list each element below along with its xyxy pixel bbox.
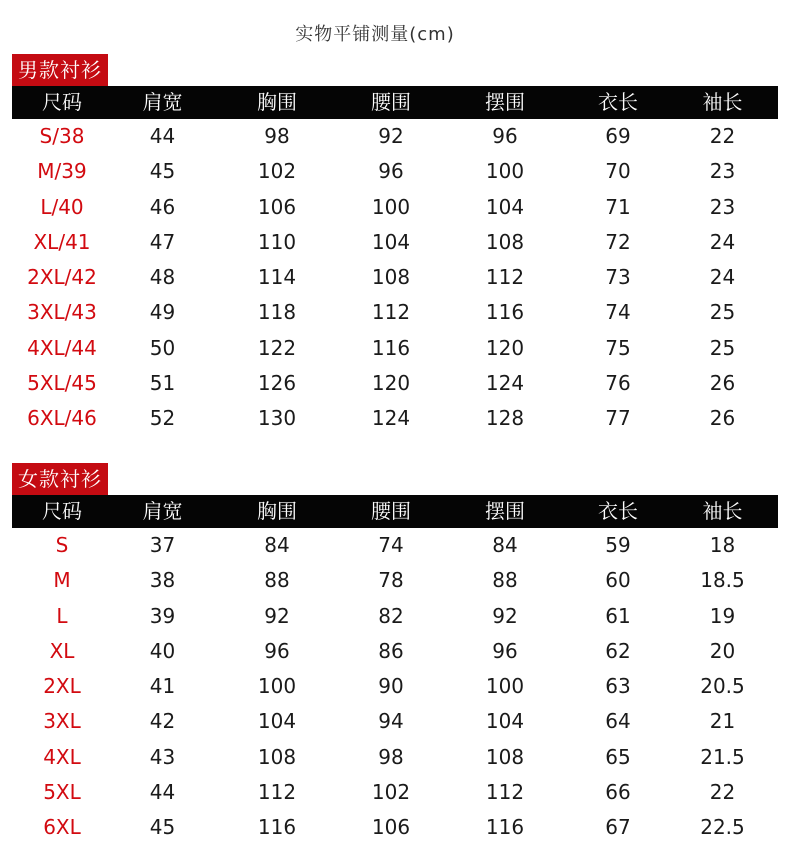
header-chest: 胸围 (257, 90, 297, 114)
hem-cell: 88 (492, 568, 518, 593)
waist-cell: 108 (371, 265, 411, 290)
waist-cell: 74 (378, 533, 404, 557)
table-body (12, 119, 778, 437)
table-header (12, 86, 778, 119)
chest-cell: 96 (264, 638, 290, 663)
sleeve-cell: 20.5 (700, 674, 745, 699)
table-body (12, 528, 778, 846)
sleeve-cell: 24 (709, 265, 736, 290)
waist-cell: 96 (378, 159, 404, 184)
hem-cell: 108 (485, 744, 525, 769)
hem-cell: 128 (485, 406, 525, 431)
women-shirt-section (12, 463, 778, 846)
waist-cell: 112 (371, 300, 411, 325)
length-cell: 72 (605, 229, 631, 254)
length-cell: 65 (605, 744, 631, 769)
length-cell: 71 (605, 194, 631, 219)
table-row (12, 704, 778, 739)
header-size: 尺码 (42, 499, 82, 523)
header-shoulder: 肩宽 (142, 90, 183, 114)
size-cell: M (53, 568, 71, 593)
table-row (12, 295, 778, 330)
length-cell: 64 (605, 709, 631, 734)
size-cell: 5XL (43, 780, 81, 805)
header-waist: 腰围 (371, 499, 411, 523)
waist-cell: 90 (378, 674, 404, 699)
length-cell: 62 (605, 638, 631, 663)
table-row (12, 810, 778, 845)
sleeve-cell: 24 (709, 229, 736, 254)
table-row (12, 401, 778, 436)
size-cell: M/39 (37, 159, 87, 184)
hem-cell: 100 (485, 159, 525, 184)
table-row (12, 225, 778, 260)
hem-cell: 92 (492, 603, 518, 628)
size-cell: 3XL (43, 709, 81, 734)
table-row (12, 740, 778, 775)
shoulder-cell: 52 (149, 406, 176, 431)
header-length: 衣长 (598, 499, 638, 523)
shoulder-cell: 49 (149, 300, 176, 325)
header-sleeve: 袖长 (702, 499, 743, 523)
shoulder-cell: 51 (149, 371, 176, 396)
header-waist: 腰围 (371, 90, 411, 114)
shoulder-cell: 43 (149, 744, 176, 769)
chest-cell: 130 (257, 406, 297, 431)
shoulder-cell: 45 (149, 815, 176, 840)
table-row (12, 119, 778, 154)
waist-cell: 78 (378, 568, 404, 593)
hem-cell: 116 (485, 815, 525, 840)
section-label: 男款衬衫 (12, 54, 108, 86)
sleeve-cell: 22.5 (700, 815, 745, 840)
length-cell: 75 (605, 335, 631, 360)
size-cell: L (56, 603, 68, 628)
length-cell: 63 (605, 674, 631, 699)
length-cell: 77 (605, 406, 631, 431)
chest-cell: 100 (257, 674, 297, 699)
waist-cell: 94 (378, 709, 404, 734)
section-label: 女款衬衫 (12, 463, 108, 495)
chest-cell: 118 (257, 300, 297, 325)
size-cell: 4XL (43, 744, 81, 769)
waist-cell: 100 (371, 194, 411, 219)
hem-cell: 120 (485, 335, 525, 360)
shoulder-cell: 45 (149, 159, 176, 184)
hem-cell: 96 (492, 124, 518, 148)
men-shirt-section (12, 54, 778, 437)
length-cell: 69 (605, 124, 631, 148)
shoulder-cell: 44 (149, 124, 176, 148)
size-cell: 4XL/44 (27, 335, 97, 360)
length-cell: 59 (605, 533, 631, 557)
length-cell: 66 (605, 780, 631, 805)
hem-cell: 116 (485, 300, 525, 325)
table-row (12, 634, 778, 669)
chest-cell: 84 (264, 533, 290, 557)
shoulder-cell: 39 (149, 603, 176, 628)
header-hem: 摆围 (485, 499, 525, 523)
size-cell: 6XL/46 (27, 406, 97, 431)
waist-cell: 120 (371, 371, 411, 396)
waist-cell: 116 (371, 335, 411, 360)
page-title: 实物平铺测量(cm) (295, 24, 455, 45)
size-cell: XL/41 (33, 229, 91, 254)
size-cell: 2XL/42 (27, 265, 97, 290)
length-cell: 74 (605, 300, 631, 325)
length-cell: 67 (605, 815, 631, 840)
waist-cell: 98 (378, 744, 404, 769)
header-shoulder: 肩宽 (142, 499, 183, 523)
shoulder-cell: 40 (149, 638, 176, 663)
table-row (12, 669, 778, 704)
shoulder-cell: 50 (149, 335, 176, 360)
table-row (12, 331, 778, 366)
chest-cell: 108 (257, 744, 297, 769)
size-cell: L/40 (40, 194, 84, 219)
sleeve-cell: 23 (709, 194, 736, 219)
header-hem: 摆围 (485, 90, 525, 114)
size-cell: XL (49, 638, 75, 663)
sleeve-cell: 19 (709, 603, 736, 628)
length-cell: 61 (605, 603, 631, 628)
hem-cell: 104 (485, 194, 525, 219)
length-cell: 76 (605, 371, 631, 396)
header-length: 衣长 (598, 90, 638, 114)
hem-cell: 124 (485, 371, 525, 396)
chest-cell: 116 (257, 815, 297, 840)
shoulder-cell: 44 (149, 780, 176, 805)
table-row (12, 366, 778, 401)
waist-cell: 124 (371, 406, 411, 431)
hem-cell: 84 (492, 533, 518, 557)
chest-cell: 104 (257, 709, 297, 734)
header-size: 尺码 (42, 90, 82, 114)
hem-cell: 100 (485, 674, 525, 699)
hem-cell: 108 (485, 229, 525, 254)
size-cell: 2XL (43, 674, 81, 699)
sleeve-cell: 26 (709, 371, 736, 396)
sleeve-cell: 20 (709, 638, 736, 663)
hem-cell: 96 (492, 638, 518, 663)
waist-cell: 104 (371, 229, 411, 254)
table-header (12, 495, 778, 528)
hem-cell: 104 (485, 709, 525, 734)
table-row (12, 775, 778, 810)
sleeve-cell: 22 (709, 124, 736, 148)
chest-cell: 98 (264, 124, 290, 148)
waist-cell: 82 (378, 603, 404, 628)
chest-cell: 126 (257, 371, 297, 396)
shoulder-cell: 46 (149, 194, 176, 219)
chest-cell: 106 (257, 194, 297, 219)
chest-cell: 92 (264, 603, 290, 628)
shoulder-cell: 41 (149, 674, 176, 699)
table-row (12, 599, 778, 634)
size-cell: 5XL/45 (27, 371, 97, 396)
shoulder-cell: 47 (149, 229, 176, 254)
shoulder-cell: 38 (149, 568, 176, 593)
sleeve-cell: 26 (709, 406, 736, 431)
sleeve-cell: 21 (709, 709, 736, 734)
chest-cell: 110 (257, 229, 297, 254)
table-row (12, 190, 778, 225)
shoulder-cell: 37 (149, 533, 176, 557)
shoulder-cell: 48 (149, 265, 176, 290)
header-chest: 胸围 (257, 499, 297, 523)
waist-cell: 102 (371, 780, 411, 805)
size-cell: 3XL/43 (27, 300, 97, 325)
length-cell: 60 (605, 568, 631, 593)
sleeve-cell: 18 (709, 533, 736, 557)
size-cell: S/38 (39, 124, 85, 148)
shoulder-cell: 42 (149, 709, 176, 734)
chest-cell: 114 (257, 265, 297, 290)
sleeve-cell: 21.5 (700, 744, 745, 769)
sleeve-cell: 22 (709, 780, 736, 805)
chest-cell: 122 (257, 335, 297, 360)
table-row (12, 563, 778, 598)
length-cell: 73 (605, 265, 631, 290)
chest-cell: 102 (257, 159, 297, 184)
length-cell: 70 (605, 159, 631, 184)
size-cell: 6XL (43, 815, 81, 840)
header-sleeve: 袖长 (702, 90, 743, 114)
sleeve-cell: 25 (709, 335, 736, 360)
table-row (12, 154, 778, 189)
table-row (12, 260, 778, 295)
waist-cell: 106 (371, 815, 411, 840)
size-cell: S (55, 533, 69, 557)
hem-cell: 112 (485, 780, 525, 805)
waist-cell: 92 (378, 124, 404, 148)
sleeve-cell: 23 (709, 159, 736, 184)
sleeve-cell: 18.5 (700, 568, 745, 593)
waist-cell: 86 (378, 638, 404, 663)
sleeve-cell: 25 (709, 300, 736, 325)
chest-cell: 112 (257, 780, 297, 805)
chest-cell: 88 (264, 568, 290, 593)
table-row (12, 528, 778, 563)
hem-cell: 112 (485, 265, 525, 290)
